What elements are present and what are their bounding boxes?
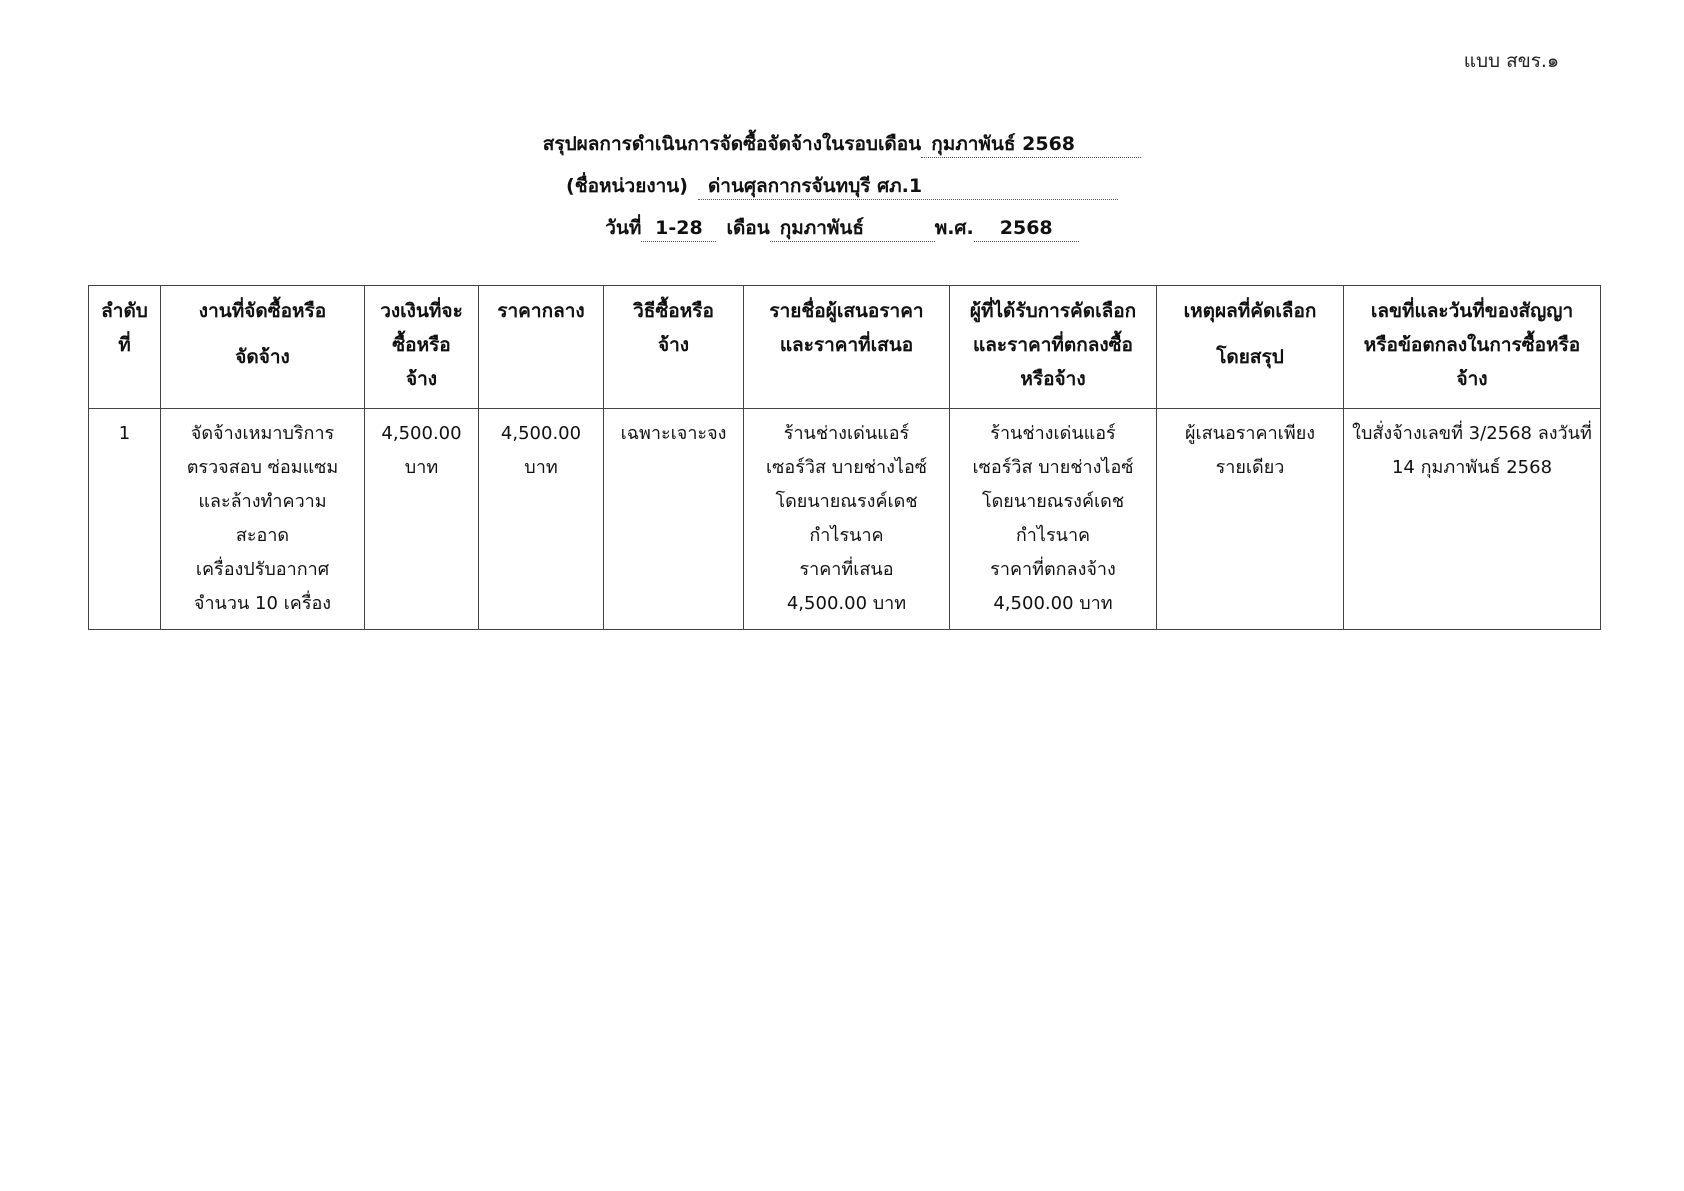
- document-header: [0, 123, 1684, 249]
- header-date-line: [0, 207, 1684, 249]
- col-header-contract: เลขที่และวันที่ของสัญญา หรือข้อตกลงในการซื้อหรือ จ้าง: [1344, 286, 1601, 409]
- year-label: พ.ศ.: [934, 217, 974, 239]
- date-days: 1-28: [641, 215, 716, 242]
- cell-contract: ใบสั่งจ้างเลขที่ 3/2568 ลงวันที่ 14 กุมภาพันธ์ 2568: [1344, 409, 1601, 630]
- date-month: กุมภาพันธ์: [770, 215, 935, 242]
- col-header-reason: เหตุผลที่คัดเลือก โดยสรุป: [1157, 286, 1344, 409]
- col-header-budget: วงเงินที่จะ ซื้อหรือ จ้าง: [365, 286, 479, 409]
- header-title-line: [0, 123, 1684, 165]
- col-header-bidders: รายชื่อผู้เสนอราคา และราคาที่เสนอ: [744, 286, 950, 409]
- cell-work: จัดจ้างเหมาบริการ ตรวจสอบ ซ่อมแซม และล้างทำความ สะอาด เครื่องปรับอากาศ จำนวน 10 เครื่อง: [161, 409, 365, 630]
- cell-bidders: ร้านช่างเด่นแอร์ เซอร์วิส บายช่างไอซ์ โดยนายณรงค์เดช กำไรนาค ราคาที่เสนอ 4,500.00 บาท: [744, 409, 950, 630]
- col-header-method: วิธีซื้อหรือ จ้าง: [604, 286, 744, 409]
- date-year: 2568: [974, 215, 1079, 242]
- month-label: เดือน: [726, 217, 770, 239]
- col-header-selected: ผู้ที่ได้รับการคัดเลือก และราคาที่ตกลงซื้อ หรือจ้าง: [950, 286, 1157, 409]
- title-prefix: สรุปผลการดำเนินการจัดซื้อจัดจ้างในรอบเดือน: [542, 133, 922, 155]
- col-header-median-price: ราคากลาง: [479, 286, 604, 409]
- title-month: กุมภาพันธ์ 2568: [921, 131, 1141, 158]
- cell-selected: ร้านช่างเด่นแอร์ เซอร์วิส บายช่างไอซ์ โดยนายณรงค์เดช กำไรนาค ราคาที่ตกลงจ้าง 4,500.00 บาท: [950, 409, 1157, 630]
- cell-reason: ผู้เสนอราคาเพียง รายเดียว: [1157, 409, 1344, 630]
- cell-method: เฉพาะเจาะจง: [604, 409, 744, 630]
- table-header-row: [89, 286, 1601, 409]
- cell-median-price: 4,500.00 บาท: [479, 409, 604, 630]
- form-code: แบบ สขร.๑: [1463, 50, 1559, 72]
- cell-budget: 4,500.00 บาท: [365, 409, 479, 630]
- col-header-no: ลำดับ ที่: [89, 286, 161, 409]
- procurement-table: [88, 285, 1601, 630]
- agency-name: ด่านศุลกากรจันทบุรี ศภ.1: [698, 173, 1118, 200]
- header-agency-line: [0, 165, 1684, 207]
- col-header-work: งานที่จัดซื้อหรือ จัดจ้าง: [161, 286, 365, 409]
- date-label: วันที่: [605, 217, 642, 239]
- table-row: [89, 409, 1601, 630]
- cell-no: 1: [89, 409, 161, 630]
- agency-label: (ชื่อหน่วยงาน): [566, 175, 688, 197]
